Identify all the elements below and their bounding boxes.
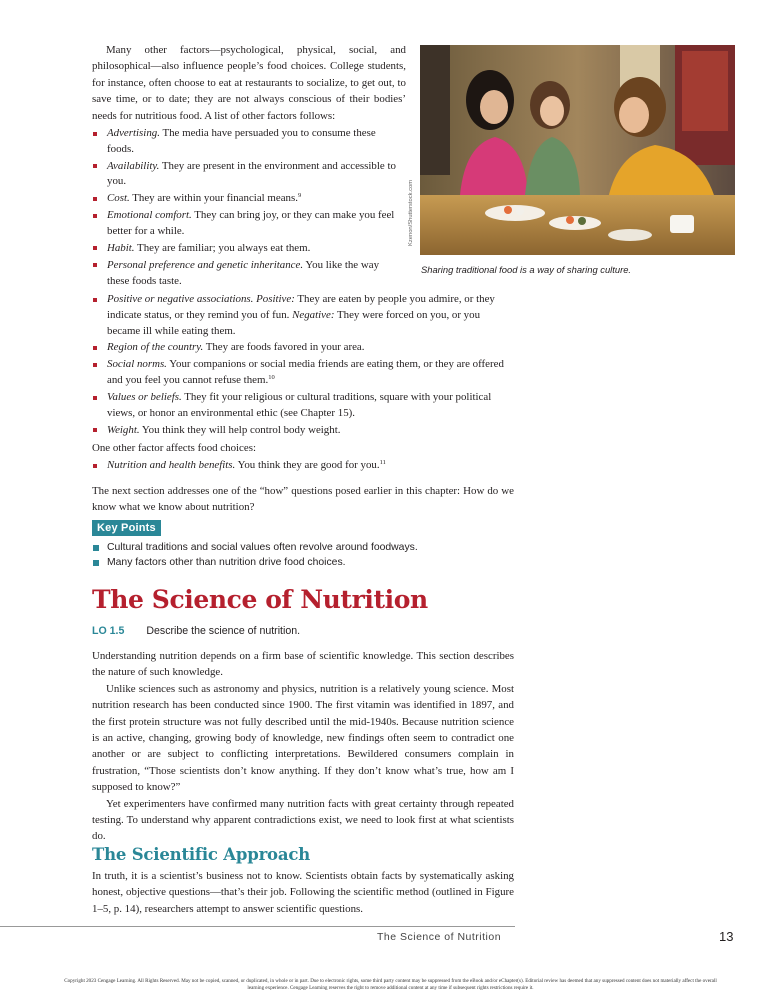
list-item: Availability. They are present in the environment and accessible to you. xyxy=(92,159,397,191)
paragraph: Understanding nutrition depends on a firm base of scientific knowledge. This section describes the nature of such knowledge. xyxy=(92,650,514,679)
page-number: 13 xyxy=(719,929,734,944)
list-item: Positive or negative associations. Positive: They are eaten by people you admire, or they indicate status, or they remind you of fun. Negative: They were forced on you, or you became ill while eating them. xyxy=(92,292,514,339)
learning-objective-label: LO 1.5 xyxy=(92,625,125,637)
footnote-ref[interactable]: 10 xyxy=(268,374,275,382)
key-point-item: Cultural traditions and social values often revolve around foodways. xyxy=(92,540,522,555)
list-item: Weight. You think they will help control body weight. xyxy=(92,423,514,439)
dining-photo xyxy=(420,45,735,255)
paragraph: Unlike sciences such as astronomy and physics, nutrition is a relatively young science. Most nutrition research has been conducted since 1900. The first vitamin was identified in 1897, and the first protein structure was not fully described until the mid-1940s. Because nutrition science is an active, changing, growing body of knowledge, new findings often seem to contradict one another or are subject to conflicting interpretations. Bewildered consumers complain in frustration, “Those scientists don’t know anything. If they don’t know what’s true, how am I supposed to know?” xyxy=(92,682,514,794)
other-factor-text: One other factor affects food choices: xyxy=(92,442,256,454)
learning-objective xyxy=(92,625,300,637)
intro-paragraph: Many other factors—psychological, physical, social, and philosophical—also influence people’s food choices. College students, for instance, often choose to eat at restaurants to socialize, to get out, to save time, or to date; they are not always conscious of their bodies’ needs for nutritious food. A list of other factors follows: xyxy=(92,44,406,122)
photo-credit: Kzenon/Shutterstock.com xyxy=(408,179,414,246)
running-footer-title: The Science of Nutrition xyxy=(377,931,502,943)
factor-list-b xyxy=(92,292,514,440)
footnote-ref[interactable]: 9 xyxy=(297,192,302,200)
copyright-notice: Copyright 2023 Cengage Learning. All Rights Reserved. May not be copied, scanned, or duplicated, in whole or in part. Due to electronic rights, some third party content may be suppressed from the eBook and/or eChapter(s). Editorial review has deemed that any suppressed content does not materially affect the overall learning experience. Cengage Learning reserves the right to remove additional content at any time if subsequent rights restrictions require it. xyxy=(64,978,717,991)
list-item: Values or beliefs. They fit your religious or cultural traditions, square with your political views, or honor an environmental ethic (see Chapter 15). xyxy=(92,390,514,422)
section-title: The Science of Nutrition xyxy=(92,585,428,614)
factor-list-c xyxy=(92,458,514,475)
list-item: Personal preference and genetic inheritance. You like the way these foods taste. xyxy=(92,258,397,290)
list-item: Advertising. The media have persuaded you to consume these foods. xyxy=(92,126,397,158)
list-item: Emotional comfort. They can bring joy, or they can make you feel better for a while. xyxy=(92,208,397,240)
learning-objective-text: Describe the science of nutrition. xyxy=(146,625,301,637)
list-item: Social norms. Your companions or social media friends are eating them, or they are offered and you feel you cannot refuse them.$^{10}$ xyxy=(92,357,514,389)
footer-divider xyxy=(0,926,515,927)
list-item: Region of the country. They are foods favored in your area. xyxy=(92,340,514,356)
subsection-title: The Scientific Approach xyxy=(92,845,310,864)
list-item: Cost. They are within your financial means.$^9$ xyxy=(92,191,397,207)
dining-photo-illustration xyxy=(420,45,735,255)
science-body xyxy=(92,648,514,845)
key-point-item: Many factors other than nutrition drive food choices. xyxy=(92,555,522,570)
key-points-list xyxy=(92,540,522,571)
photo-caption: Sharing traditional food is a way of sharing culture. xyxy=(421,264,632,275)
paragraph: In truth, it is a scientist’s business not to know. Scientists obtain facts by systematically asking honest, objective questions—that’s their job. Following the scientific method (outlined in Figure 1–5, p. 14), researchers attempt to answer scientific questions. xyxy=(92,870,514,915)
list-item: Habit. They are familiar; you always eat them. xyxy=(92,241,397,257)
list-item: Nutrition and health benefits. You think they are good for you.$^{11}$ xyxy=(92,458,514,474)
key-points-label: Key Points xyxy=(92,520,161,536)
paragraph: Yet experimenters have confirmed many nutrition facts with great certainty through repeated testing. To understand why apparent contradictions exist, we need to look first at what scientists do. xyxy=(92,797,514,843)
next-section-paragraph: The next section addresses one of the “how” questions posed earlier in this chapter: How do we know what we know about nutrition? xyxy=(92,485,514,514)
footnote-ref[interactable]: 11 xyxy=(379,459,386,466)
